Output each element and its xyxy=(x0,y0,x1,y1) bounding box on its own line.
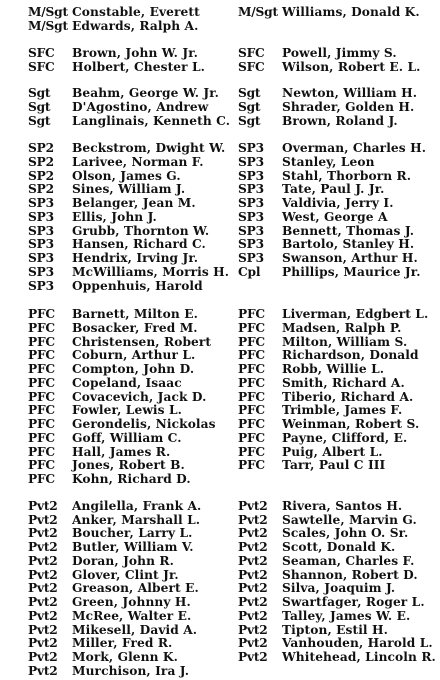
soldier-name: Whitehead, Lincoln R. xyxy=(282,650,436,664)
soldier-name: Copeland, Isaac xyxy=(72,376,182,390)
rank-label: Pvt2 xyxy=(238,609,268,623)
rank-label: Pvt2 xyxy=(28,513,58,527)
soldier-name: Tarr, Paul C III xyxy=(282,458,386,472)
soldier-name: Oppenhuis, Harold xyxy=(72,279,203,293)
soldier-name: Stahl, Thorborn R. xyxy=(282,169,412,183)
rank-label: Sgt xyxy=(28,86,51,100)
rank-label: Pvt2 xyxy=(238,595,268,609)
rank-label: Pvt2 xyxy=(238,568,268,582)
rank-label: SP3 xyxy=(28,279,54,293)
rank-label: PFC xyxy=(28,445,55,459)
rank-label: SP3 xyxy=(28,196,54,210)
soldier-name: Stanley, Leon xyxy=(282,155,375,169)
soldier-name: Weinman, Robert S. xyxy=(282,417,420,431)
rank-label: PFC xyxy=(28,403,55,417)
rank-label: SP3 xyxy=(238,251,264,265)
rank-label: PFC xyxy=(238,307,265,321)
soldier-name: Brown, Roland J. xyxy=(282,114,398,128)
soldier-name: Williams, Donald K. xyxy=(282,5,420,19)
soldier-name: Goff, William C. xyxy=(72,431,182,445)
soldier-name: Beckstrom, Dwight W. xyxy=(72,141,226,155)
roster-entry xyxy=(238,59,438,75)
rank-label: SFC xyxy=(238,60,265,74)
rank-label: SP3 xyxy=(28,210,54,224)
soldier-name: Talley, James W. E. xyxy=(282,609,411,623)
rank-label: Sgt xyxy=(28,100,51,114)
rank-label: Pvt2 xyxy=(28,609,58,623)
rank-label: SP3 xyxy=(238,224,264,238)
soldier-name: Scott, Donald K. xyxy=(282,540,396,554)
rank-label: Pvt2 xyxy=(238,650,268,664)
rank-label: M/Sgt xyxy=(28,19,68,33)
soldier-name: Swartfager, Roger L. xyxy=(282,595,425,609)
rank-label: M/Sgt xyxy=(28,5,68,19)
rank-label: Pvt2 xyxy=(238,540,268,554)
rank-label: Pvt2 xyxy=(28,595,58,609)
soldier-name: Sines, William J. xyxy=(72,182,186,196)
roster-entry xyxy=(28,18,236,34)
soldier-name: Glover, Clint Jr. xyxy=(72,568,179,582)
soldier-name: Mikesell, David A. xyxy=(72,623,198,637)
rank-label: SFC xyxy=(28,60,55,74)
soldier-name: Bartolo, Stanley H. xyxy=(282,237,415,251)
rank-label: Sgt xyxy=(28,114,51,128)
soldier-name: Hansen, Richard C. xyxy=(72,237,206,251)
rank-label: Pvt2 xyxy=(238,623,268,637)
roster-entry xyxy=(28,113,236,129)
soldier-name: Ellis, John J. xyxy=(72,210,157,224)
soldier-name: Mork, Glenn K. xyxy=(72,650,178,664)
rank-label: SP3 xyxy=(238,169,264,183)
soldier-name: Belanger, Jean M. xyxy=(72,196,196,210)
soldier-name: Swanson, Arthur H. xyxy=(282,251,418,265)
roster-entry xyxy=(238,4,438,20)
rank-label: PFC xyxy=(28,417,55,431)
rank-label: Pvt2 xyxy=(28,554,58,568)
soldier-name: Richardson, Donald xyxy=(282,348,419,362)
soldier-name: Valdivia, Jerry I. xyxy=(282,196,394,210)
rank-label: PFC xyxy=(28,431,55,445)
rank-label: PFC xyxy=(238,417,265,431)
rank-label: SP3 xyxy=(238,155,264,169)
rank-label: PFC xyxy=(28,335,55,349)
rank-label: SFC xyxy=(28,46,55,60)
rank-label: PFC xyxy=(238,348,265,362)
soldier-name: Robb, Willie L. xyxy=(282,362,385,376)
rank-label: PFC xyxy=(238,362,265,376)
soldier-name: West, George A xyxy=(282,210,388,224)
soldier-name: Tate, Paul J. Jr. xyxy=(282,182,385,196)
soldier-name: Puig, Albert L. xyxy=(282,445,383,459)
soldier-name: Green, Johnny H. xyxy=(72,595,191,609)
soldier-name: Milton, William S. xyxy=(282,335,408,349)
soldier-name: Payne, Clifford, E. xyxy=(282,431,408,445)
soldier-name: Brown, John W. Jr. xyxy=(72,46,198,60)
soldier-name: Newton, William H. xyxy=(282,86,418,100)
rank-label: SP3 xyxy=(28,237,54,251)
roster-entry xyxy=(28,663,236,679)
soldier-name: Anker, Marshall L. xyxy=(72,513,201,527)
rank-label: SP2 xyxy=(28,182,54,196)
rank-label: SP3 xyxy=(28,265,54,279)
soldier-name: Smith, Richard A. xyxy=(282,376,405,390)
soldier-name: Kohn, Richard D. xyxy=(72,472,191,486)
soldier-name: Bosacker, Fred M. xyxy=(72,321,198,335)
rank-label: PFC xyxy=(238,458,265,472)
rank-label: PFC xyxy=(28,390,55,404)
soldier-name: Tipton, Estil H. xyxy=(282,623,388,637)
rank-label: SP3 xyxy=(238,196,264,210)
soldier-name: Miller, Fred R. xyxy=(72,636,173,650)
soldier-name: Christensen, Robert xyxy=(72,335,212,349)
rank-label: Pvt2 xyxy=(238,554,268,568)
roster-entry xyxy=(28,278,236,294)
rank-label: PFC xyxy=(28,362,55,376)
rank-label: Pvt2 xyxy=(28,650,58,664)
soldier-name: Angilella, Frank A. xyxy=(72,499,202,513)
soldier-name: Shrader, Golden H. xyxy=(282,100,415,114)
rank-label: Sgt xyxy=(238,100,261,114)
rank-label: Pvt2 xyxy=(238,513,268,527)
rank-label: Pvt2 xyxy=(28,636,58,650)
rank-label: Sgt xyxy=(238,114,261,128)
rank-label: Pvt2 xyxy=(238,636,268,650)
rank-label: SP3 xyxy=(28,251,54,265)
soldier-name: Overman, Charles H. xyxy=(282,141,427,155)
rank-label: PFC xyxy=(238,431,265,445)
soldier-name: Madsen, Ralph P. xyxy=(282,321,402,335)
rank-label: PFC xyxy=(28,348,55,362)
soldier-name: Langlinais, Kenneth C. xyxy=(72,114,231,128)
rank-label: PFC xyxy=(238,335,265,349)
rank-label: SP3 xyxy=(28,224,54,238)
rank-label: PFC xyxy=(28,458,55,472)
soldier-name: Sawtelle, Marvin G. xyxy=(282,513,417,527)
soldier-name: D'Agostino, Andrew xyxy=(72,100,209,114)
rank-label: PFC xyxy=(28,376,55,390)
soldier-name: Olson, James G. xyxy=(72,169,181,183)
roster-entry xyxy=(238,457,438,473)
roster-entry xyxy=(238,113,438,129)
rank-label: SP3 xyxy=(238,141,264,155)
soldier-name: Compton, John D. xyxy=(72,362,195,376)
soldier-name: Greason, Albert E. xyxy=(72,581,199,595)
rank-label: PFC xyxy=(238,321,265,335)
rank-label: SP3 xyxy=(238,210,264,224)
rank-label: SP3 xyxy=(238,182,264,196)
soldier-name: Hendrix, Irving Jr. xyxy=(72,251,199,265)
soldier-name: Grubb, Thornton W. xyxy=(72,224,210,238)
rank-label: Pvt2 xyxy=(238,581,268,595)
soldier-name: Shannon, Robert D. xyxy=(282,568,418,582)
soldier-name: Holbert, Chester L. xyxy=(72,60,206,74)
rank-label: PFC xyxy=(238,445,265,459)
rank-label: Pvt2 xyxy=(238,499,268,513)
soldier-name: Covacevich, Jack D. xyxy=(72,390,207,404)
rank-label: SP3 xyxy=(238,237,264,251)
roster-entry xyxy=(238,649,438,665)
rank-label: SFC xyxy=(238,46,265,60)
rank-label: SP2 xyxy=(28,141,54,155)
soldier-name: Rivera, Santos H. xyxy=(282,499,403,513)
soldier-name: Butler, William V. xyxy=(72,540,194,554)
soldier-name: Gerondelis, Nickolas xyxy=(72,417,216,431)
soldier-name: Fowler, Lewis L. xyxy=(72,403,182,417)
soldier-name: Constable, Everett xyxy=(72,5,200,19)
roster-entry xyxy=(238,264,438,280)
soldier-name: Beahm, George W. Jr. xyxy=(72,86,220,100)
soldier-name: Liverman, Edgbert L. xyxy=(282,307,429,321)
soldier-name: Edwards, Ralph A. xyxy=(72,19,199,33)
soldier-name: Seaman, Charles F. xyxy=(282,554,415,568)
rank-label: Pvt2 xyxy=(238,526,268,540)
soldier-name: Coburn, Arthur L. xyxy=(72,348,196,362)
soldier-name: Phillips, Maurice Jr. xyxy=(282,265,421,279)
soldier-name: Bennett, Thomas J. xyxy=(282,224,415,238)
rank-label: Pvt2 xyxy=(28,540,58,554)
soldier-name: Doran, John R. xyxy=(72,554,174,568)
rank-label: Pvt2 xyxy=(28,581,58,595)
rank-label: PFC xyxy=(28,472,55,486)
soldier-name: Tiberio, Richard A. xyxy=(282,390,414,404)
rank-label: SP2 xyxy=(28,155,54,169)
soldier-name: Silva, Joaquim J. xyxy=(282,581,396,595)
rank-label: PFC xyxy=(28,321,55,335)
rank-label: M/Sgt xyxy=(238,5,278,19)
rank-label: PFC xyxy=(238,403,265,417)
roster-entry xyxy=(28,471,236,487)
rank-label: Pvt2 xyxy=(28,623,58,637)
soldier-name: Vanhouden, Harold L. xyxy=(282,636,433,650)
roster-entry xyxy=(28,59,236,75)
soldier-name: Trimble, James F. xyxy=(282,403,403,417)
soldier-name: Wilson, Robert E. L. xyxy=(282,60,421,74)
soldier-name: Murchison, Ira J. xyxy=(72,664,190,678)
soldier-name: McRee, Walter E. xyxy=(72,609,192,623)
soldier-name: Scales, John O. Sr. xyxy=(282,526,409,540)
rank-label: Cpl xyxy=(238,265,261,279)
soldier-name: Barnett, Milton E. xyxy=(72,307,198,321)
soldier-name: Boucher, Larry L. xyxy=(72,526,193,540)
soldier-name: Hall, James R. xyxy=(72,445,171,459)
rank-label: Pvt2 xyxy=(28,568,58,582)
rank-label: SP2 xyxy=(28,169,54,183)
rank-label: PFC xyxy=(238,390,265,404)
rank-label: Pvt2 xyxy=(28,499,58,513)
rank-label: Sgt xyxy=(238,86,261,100)
rank-label: Pvt2 xyxy=(28,526,58,540)
soldier-name: Larivee, Norman F. xyxy=(72,155,204,169)
soldier-name: Powell, Jimmy S. xyxy=(282,46,397,60)
soldier-name: Jones, Robert B. xyxy=(72,458,185,472)
rank-label: PFC xyxy=(238,376,265,390)
rank-label: PFC xyxy=(28,307,55,321)
soldier-name: McWilliams, Morris H. xyxy=(72,265,230,279)
rank-label: Pvt2 xyxy=(28,664,58,678)
